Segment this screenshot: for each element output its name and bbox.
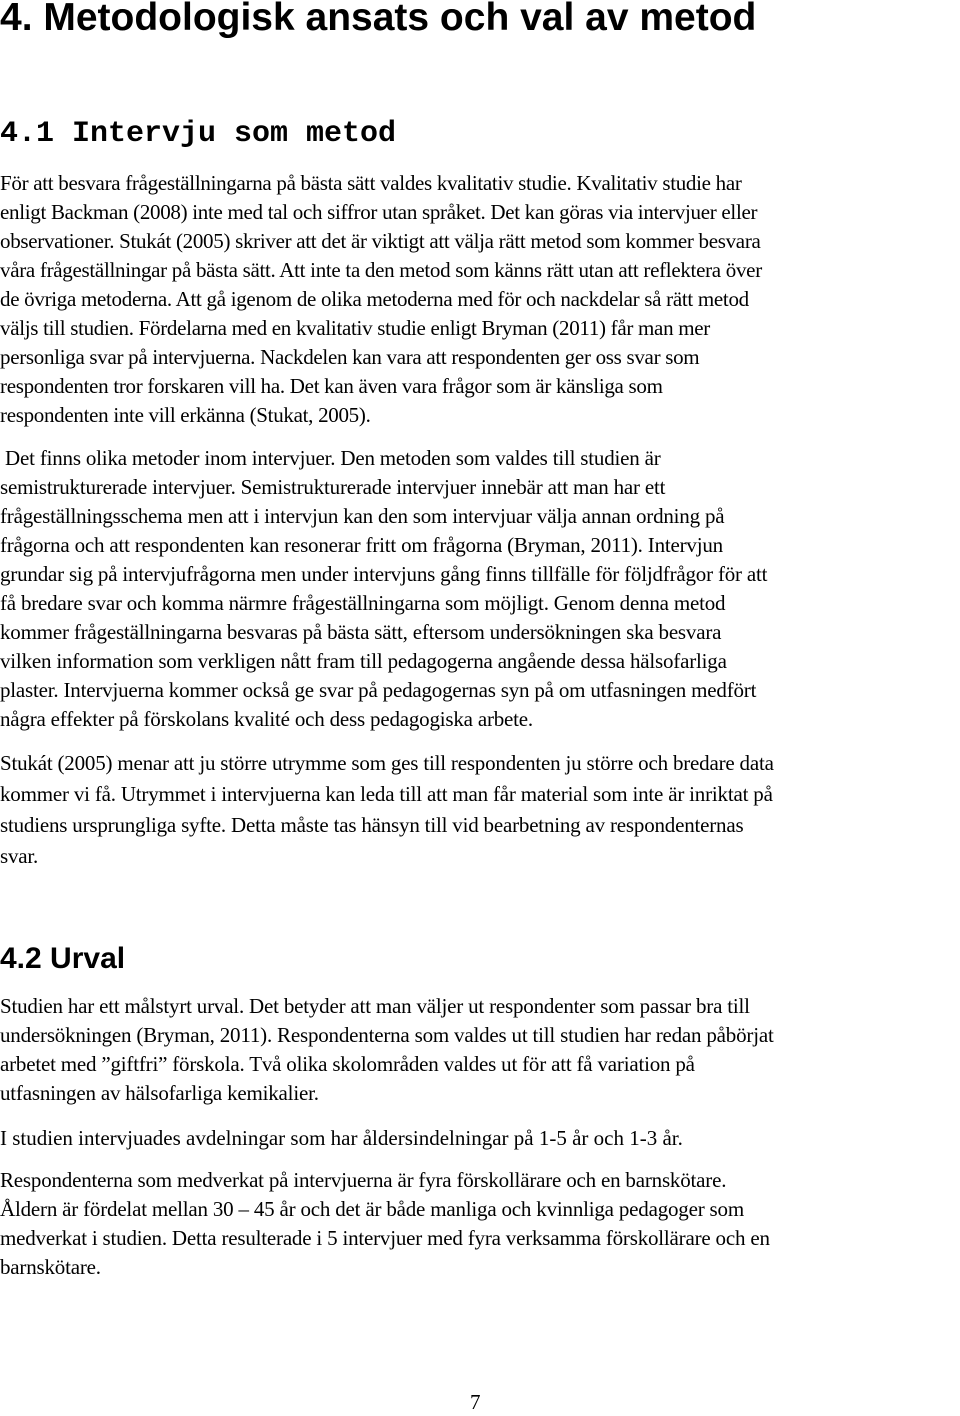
text-line: utfasningen av hälsofarliga kemikalier. [0, 1081, 319, 1105]
paragraph-respondent-space [0, 748, 960, 872]
section-heading-interview-method: 4.1 Intervju som metod [0, 117, 397, 151]
text-line: grundar sig på intervjufrågorna men under intervjuns gång finns tillfälle för följdfrågor för att [0, 562, 768, 586]
page-number: 7 [470, 1390, 481, 1414]
text-line: Åldern är fördelat mellan 30 – 45 år och det är både manliga och kvinnliga pedagoger som [0, 1197, 744, 1221]
paragraph-respondents [0, 1166, 960, 1282]
section-heading-selection: 4.2 Urval [0, 942, 126, 975]
text-line: semistrukturerade intervjuer. Semistrukturerade intervjuer innebär att man har ett [0, 475, 666, 499]
chapter-heading: 4. Metodologisk ansats och val av metod [0, 0, 757, 39]
text-line: vilken information som verkligen nått fram till pedagogerna angående dessa hälsofarliga [0, 649, 727, 673]
text-line: frågorna och att respondenten kan resonerar fritt om frågorna (Bryman, 2011). Intervjun [0, 533, 723, 557]
text-line: kommer vi få. Utrymmet i intervjuerna kan leda till att man får material som inte är inriktat på [0, 782, 773, 806]
text-line: plaster. Intervjuerna kommer också ge svar på pedagogernas syn på om utfasningen medfört [0, 678, 757, 702]
text-line: För att besvara frågeställningarna på bästa sätt valdes kvalitativ studie. Kvalitativ studie har [0, 171, 742, 195]
text-line: Stukát (2005) menar att ju större utrymme som ges till respondenten ju större och bredare data [0, 751, 774, 775]
paragraph-qualitative-study [0, 169, 960, 430]
text-line: I studien intervjuades avdelningar som har åldersindelningar på 1-5 år och 1-3 år. [0, 1126, 683, 1150]
text-line: respondenten inte vill erkänna (Stukat, 2005). [0, 403, 371, 427]
text-line: Studien har ett målstyrt urval. Det betyder att man väljer ut respondenter som passar bra till [0, 994, 750, 1018]
text-line: de övriga metoderna. Att gå igenom de olika metoderna med för och nackdelar så rätt metod [0, 287, 749, 311]
text-line: några effekter på förskolans kvalité och dess pedagogiska arbete. [0, 707, 533, 731]
text-line: medverkat i studien. Detta resulterade i 5 intervjuer med fyra verksamma förskollärare och en [0, 1226, 770, 1250]
text-line: frågeställningsschema men att i intervjun kan den som intervjuar välja annan ordning på [0, 504, 725, 528]
text-line: Det finns olika metoder inom intervjuer. Den metoden som valdes till studien är [0, 446, 661, 470]
text-line: väljs till studien. Fördelarna med en kvalitativ studie enligt Bryman (2011) får man mer [0, 316, 710, 340]
text-line: barnskötare. [0, 1255, 101, 1279]
text-line: observationer. Stukát (2005) skriver att det är viktigt att välja rätt metod som kommer besvara [0, 229, 761, 253]
text-line: Respondenterna som medverkat på intervjuerna är fyra förskollärare och en barnskötare. [0, 1168, 727, 1192]
text-line: få bredare svar och komma närmre frågeställningarna som möjligt. Genom denna metod [0, 591, 726, 615]
text-line: studiens ursprungliga syfte. Detta måste tas hänsyn till vid bearbetning av respondenternas [0, 813, 744, 837]
text-line: personliga svar på intervjuerna. Nackdelen kan vara att respondenten ger oss svar som [0, 345, 700, 369]
text-line: arbetet med ”giftfri” förskola. Två olika skolområden valdes ut för att få variation på [0, 1052, 695, 1076]
text-line: svar. [0, 844, 39, 868]
paragraph-age-groups [0, 1124, 960, 1153]
text-line: undersökningen (Bryman, 2011). Respondenterna som valdes ut till studien har redan påbörjat [0, 1023, 774, 1047]
text-line: enligt Backman (2008) inte med tal och siffror utan språket. Det kan göras via intervjuer eller [0, 200, 758, 224]
text-line: våra frågeställningar på bästa sätt. Att inte ta den metod som känns rätt utan att reflektera över [0, 258, 762, 282]
paragraph-targeted-selection [0, 992, 960, 1108]
text-line: kommer frågeställningarna besvaras på bästa sätt, eftersom undersökningen ska besvara [0, 620, 722, 644]
paragraph-semistructured-interviews [0, 444, 960, 734]
text-line: respondenten tror forskaren vill ha. Det kan även vara frågor som är känsliga som [0, 374, 663, 398]
